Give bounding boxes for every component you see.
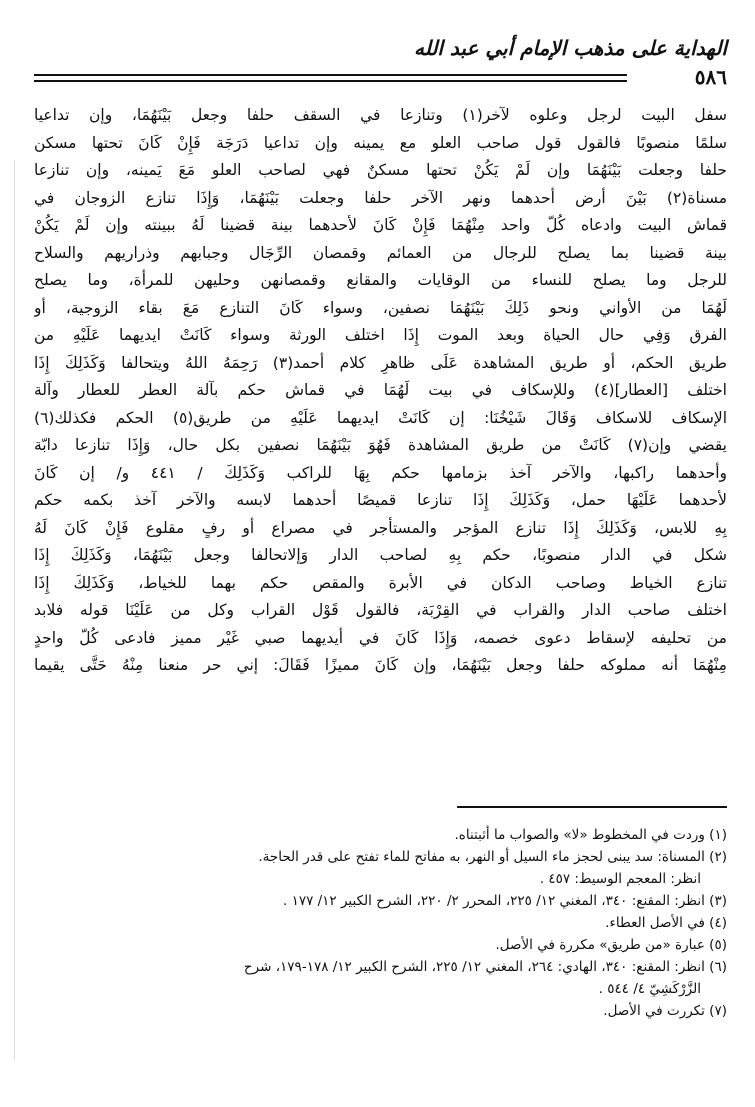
footnote: (٣) انظر: المقنع: ٣٤٠، المغني ١٢/ ٢٢٥، المحرر ٢/ ٢٢٠، الشرح الكبير ١٢/ ١٧٧ . <box>282 893 727 909</box>
text-line: تنازع الخياط وصاحب الدكان في الأبرة والمقص حكم بهما للخياط، وَكَذَلِكَ إِذَا <box>34 573 727 592</box>
text-line: طريق الحكم، أو طريق المشاهدة عَلَى ظاهرِ كلام أحمد(٣) رَحِمَهُ اللهُ ويتحالفا وَكَذَلِكَ إِذَا <box>34 353 727 372</box>
text-line: لَهُمَا من الأواني ونحو ذَلِكَ بَيْنَهُمَا نصفين، وسواء كَانَ التنازع مَعَ بقاء الزوجية، أو <box>34 298 727 317</box>
text-line: يقضي وإن(٧) كَانَتْ من طريق المشاهدة فَهُوَ بَيْنَهُمَا نصفين بكل حال، وَإِذَا تنازعا دابّة <box>34 436 727 454</box>
text-line: اختلف صاحب الدار والقراب في القِرْبَة، فالقول قَوْل القراب وكل من عَلَيْنَا قوله فلابد <box>34 601 727 619</box>
text-line: مسناة(٢) بَيْنَ أرض أحدهما ونهر الآخر حلفا وجعلت بَيْنَهُمَا، وَإِذَا تنازع الزوجان في <box>34 188 727 207</box>
text-line: وأحدهما راكبها، والآخر آخذ بزمامها حكم بِهَا للراكب وَكَذَلِكَ / ٤٤١ و/ إن كَانَ <box>34 463 727 482</box>
footnote: (٤) في الأصل العطاء. <box>605 915 727 931</box>
text-line: لأحدهما عَلَيْهَا حمل، وَكَذَلِكَ إِذَا تنازعا قميصًا أحدهما لابسه والآخر آخذ بكمه حكم <box>34 491 727 509</box>
footnote-continuation: انظر: المعجم الوسيط: ٤٥٧ . <box>539 871 701 887</box>
text-line: من تحليفه لإسقاط دعوى خصمه، وَإِذَا كَانَ في أيديهما صبي غَيْر مميز فادعى كُلّ واحدٍ <box>34 628 727 647</box>
text-line: اختلف [العطار](٤) وللإسكاف في بيت لَهُمَا في قماش حكم بآلة العطر للعطار وآلة <box>34 381 727 399</box>
page-number: ٥٨٦ <box>694 65 727 89</box>
footnote: (٢) المسناة: سد يبنى لحجز ماء السيل أو النهر، به مفاتح للماء تفتح على قدر الحاجة. <box>258 849 727 865</box>
footnote: (٦) انظر: المقنع: ٣٤٠، الهادي: ٢٦٤، المغني ١٢/ ٢٢٥، الشرح الكبير ١٢/ ١٧٨-١٧٩، شرح <box>243 959 727 975</box>
footnote: (١) وردت في المخطوط «لا» والصواب ما أثبتناه. <box>454 827 727 843</box>
footnote-continuation: الزَّرْكَشِيّ ٤/ ٥٤٤ . <box>598 981 701 997</box>
main-text <box>34 102 727 680</box>
text-line: للرجل وما يصلح للنساء من الوقايات والمقانع وقمصانهن وحليهن للمرأة، وما يصلح <box>34 271 727 289</box>
text-line: بينة قضينا بما يصلح للرجال من العمائم وقمصان الرِّجَال وجبابهم وذراريهم والسلاح <box>34 243 727 262</box>
text-line: سلمًا منصوبًا فالقول قول صاحب العلو مع يمينه وإن تداعيا دَرَجَة فَإِنْ كَانَ تحتها مسكن <box>34 133 727 152</box>
text-line: بِهِ للابس، وَكَذَلِكَ إِذَا تنازع المؤجر والمستأجر في مصراع أو رفٍ مقلوع فَإِنْ كَانَ لَهُ <box>34 518 727 537</box>
text-line: سفل البيت لرجل وعلوه لآخر(١) وتنازعا في السقف حلفا وجعل بَيْنَهُمَا، وإن تداعيا <box>34 106 727 124</box>
footnotes <box>34 824 727 1022</box>
scan-edge-line <box>14 160 15 1060</box>
text-line: الفرق وَفِي حال الحياة وبعد الموت إِذَا اختلف الورثة وسواء كَانَتْ ايديهما عَلَيْهِ من <box>34 326 727 344</box>
text-line: حلفا وجعلت بَيْنَهُمَا وإن لَمْ يَكُنْ تحتها مسكنٌ فهي لصاحب العلو مَعَ يَمينه، وإن تنازعا <box>34 161 727 179</box>
footnote-separator <box>457 806 727 808</box>
text-line: مِنْهُمَا أنه مملوكه حلفا وجعل بَيْنَهُمَا، وإن كَانَ مميزًا فَقَالَ: إني حر منعنا مِنْهُ حَتَّى يقيما <box>34 656 727 674</box>
text-line: الإسكاف للاسكاف وَقَالَ شَيْخُنَا: إن كَانَتْ ايديهما عَلَيْهِ من طريق(٥) الحكم فكذلك(٦) <box>34 408 727 427</box>
header-rule <box>34 80 627 82</box>
running-header-title: الهداية على مذهب الإمام أبي عبد الله <box>413 36 727 60</box>
footnote: (٧) تكررت في الأصل. <box>603 1003 727 1019</box>
footnote: (٥) عبارة «من طريق» مكررة في الأصل. <box>495 937 727 953</box>
text-line: قماش البيت وادعاه كُلّ واحد مِنْهُمَا فَإِنْ كَانَ لأحدهما بينة قضينا لَهُ ببينته وإن لَمْ يَكُنْ <box>34 216 727 234</box>
text-line: شكل في الدار منصوبًا، حكم بِهِ لصاحب الدار وَإلاتحالفا وجعل بَيْنَهُمَا، وَكَذَلِكَ إِذَا <box>34 546 727 564</box>
header-rule <box>34 74 627 76</box>
